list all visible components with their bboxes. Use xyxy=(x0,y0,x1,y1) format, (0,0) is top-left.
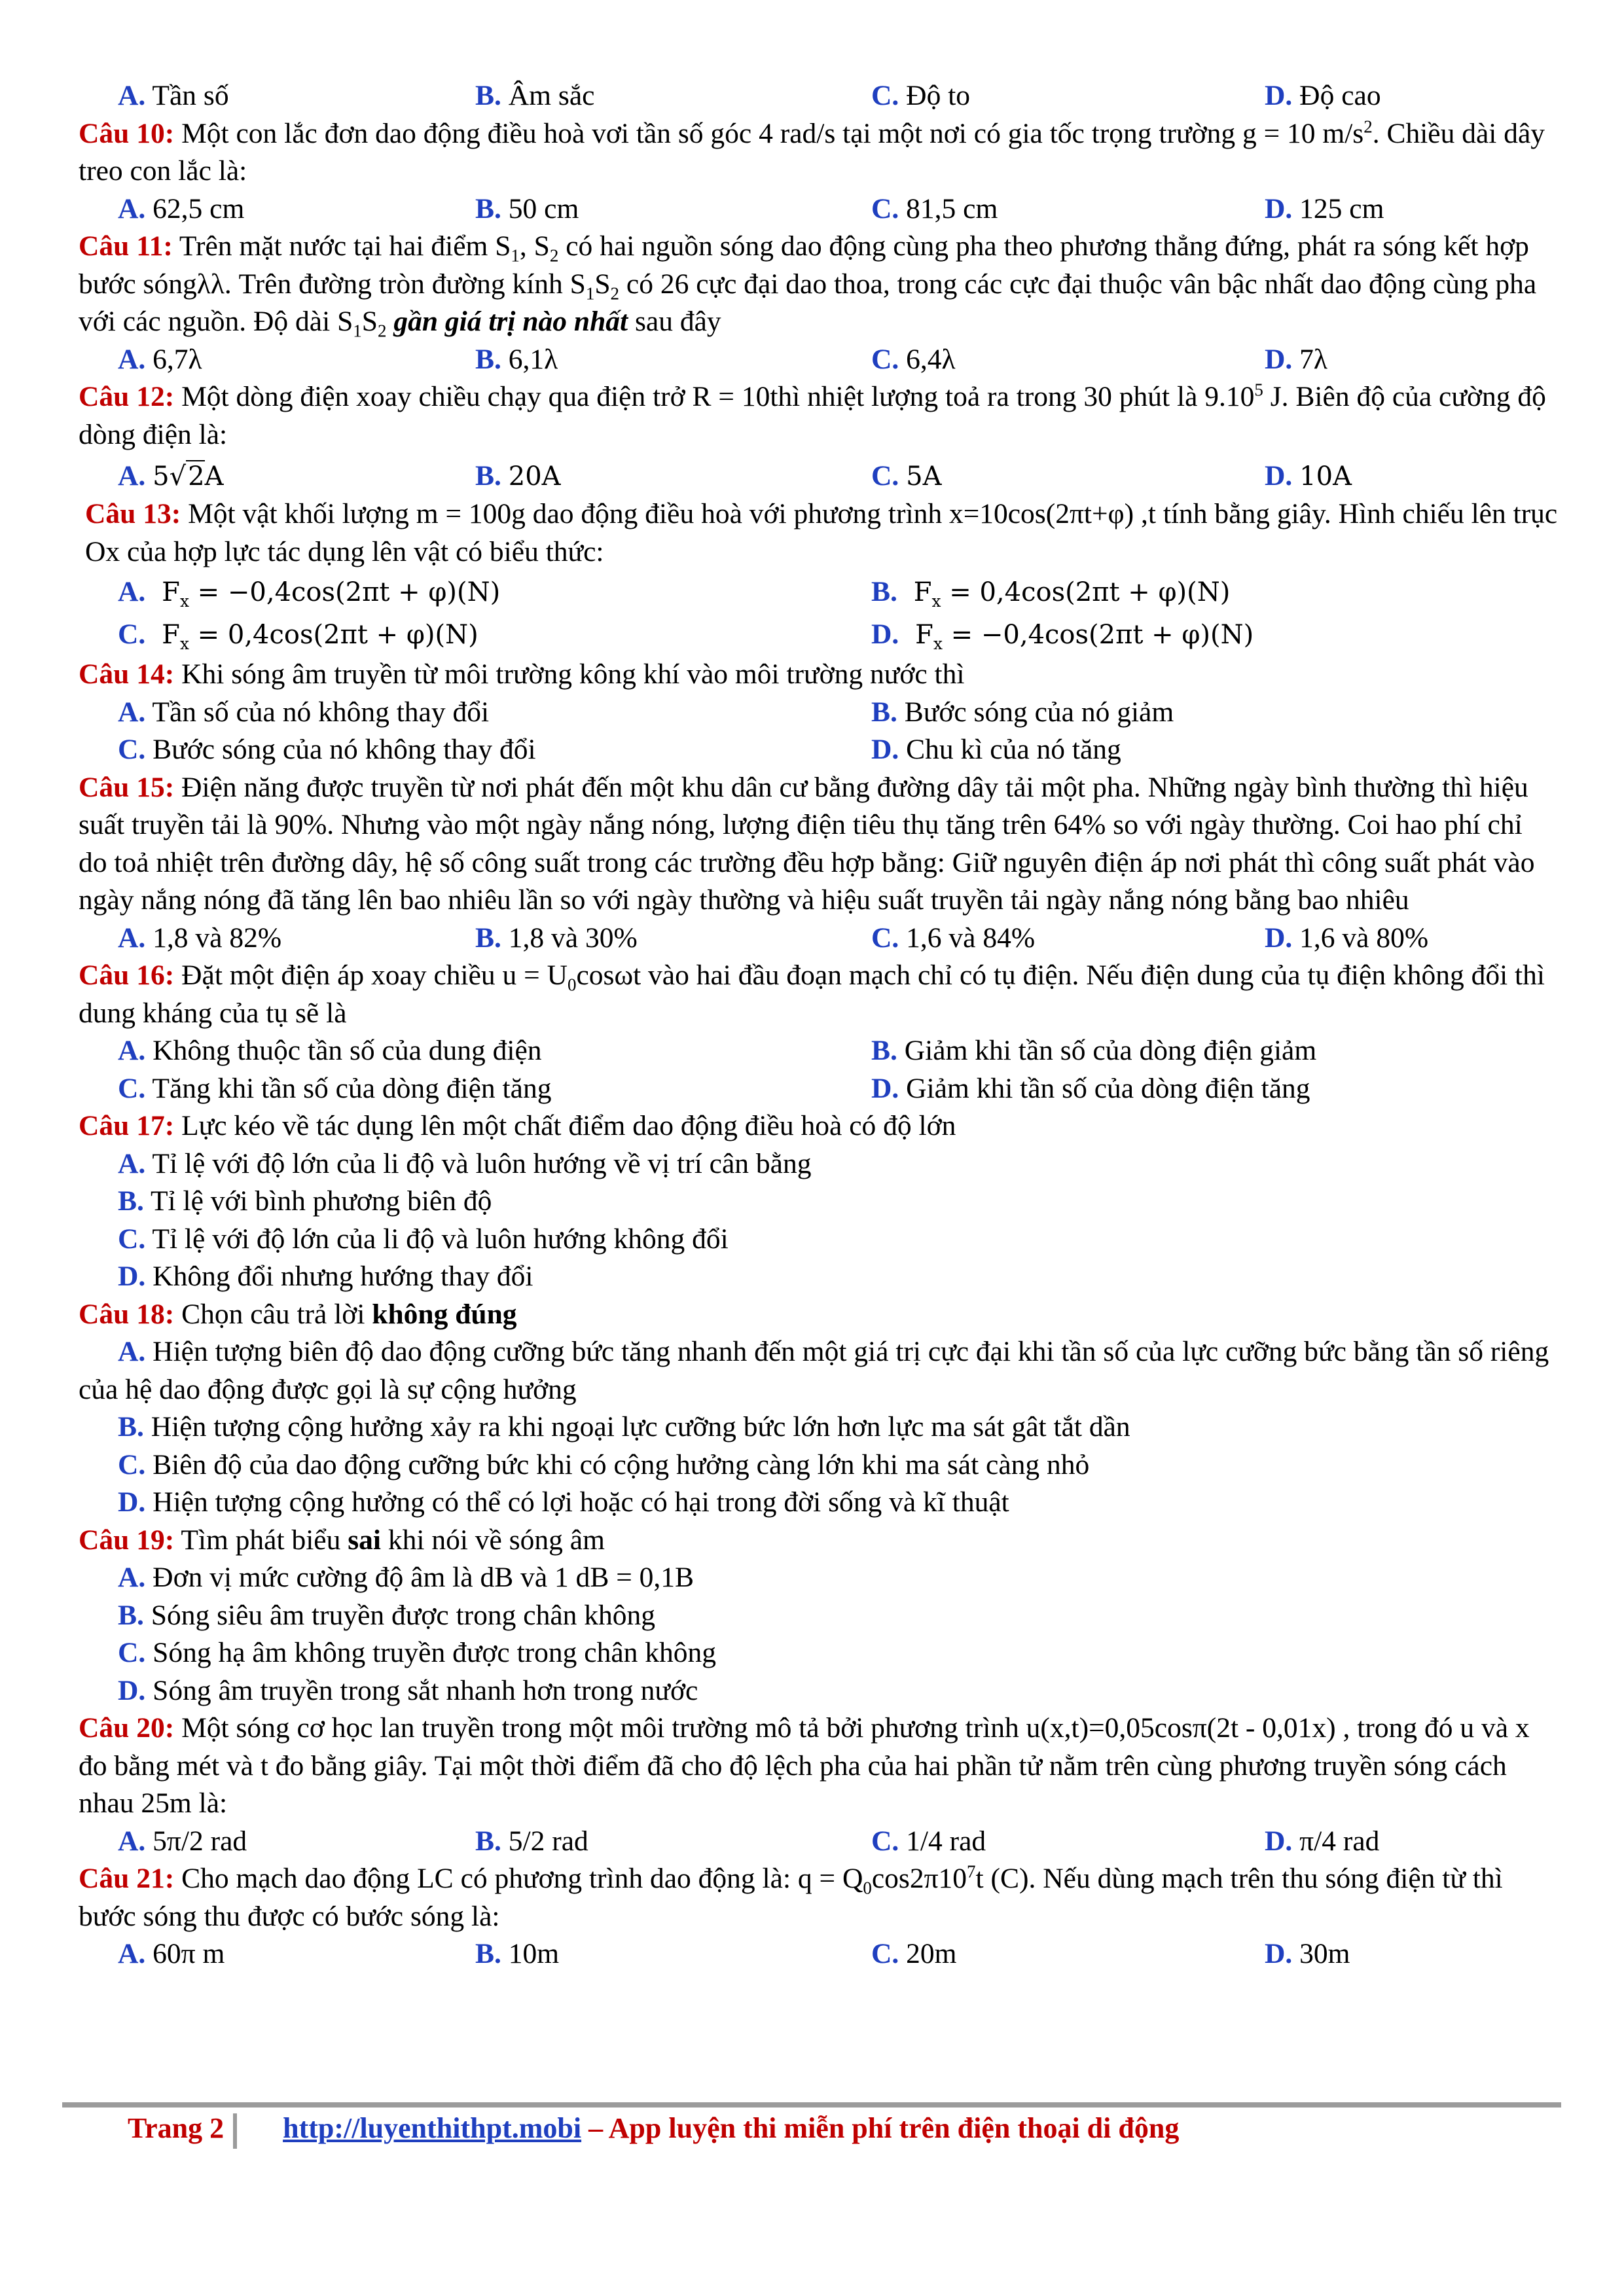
option-a: A. Tần số của nó không thay đổi xyxy=(118,696,490,728)
q16-options-cd xyxy=(79,1070,1558,1108)
option-a: A. 62,5 cm xyxy=(118,192,245,224)
option-c: C. 20m xyxy=(871,1938,957,1969)
option-a: A. 5π/2 rad xyxy=(118,1825,247,1857)
option-d: D. 30m xyxy=(1265,1938,1350,1969)
option-d: D. Độ cao xyxy=(1265,80,1381,111)
option-c: C. $F_x = 0,4\cos(2\pi t + \varphi)(N)$ xyxy=(118,619,478,653)
option-b: B. $F_x = 0,4\cos(2\pi t + \varphi)(N)$ xyxy=(871,576,1231,611)
footer-link[interactable]: http://luyenthithpt.mobi xyxy=(283,2112,582,2144)
option-a: A. Không thuộc tần số của dung điện xyxy=(118,1035,542,1066)
question-17: Câu 17: Lực kéo về tác dụng lên một chất điểm dao động điều hoà có độ lớn xyxy=(79,1110,956,1141)
option-a: A. Hiện tượng biên độ dao động cưỡng bức tăng nhanh đến một giá trị cực đại khi tần số của lực cưỡng bức bằng tần số riêng của hệ dao động được gọi là sự cộng hưởng xyxy=(79,1336,1549,1405)
option-c: C. 6,4λ xyxy=(871,343,956,375)
option-b: B. 10m xyxy=(475,1938,560,1969)
q21-options xyxy=(79,1935,1558,1973)
option-b: B. 5/2 rad xyxy=(475,1825,588,1857)
option-d: D. Chu kì của nó tăng xyxy=(871,734,1121,765)
q14-options-ab xyxy=(79,694,1558,732)
footer-tagline: – App luyện thi miễn phí trên điện thoại di động xyxy=(581,2112,1180,2144)
q11-options xyxy=(79,341,1558,379)
option-b: B. 50 cm xyxy=(475,192,579,224)
option-a: A. Tỉ lệ với độ lớn của li độ và luôn hướng về vị trí cân bằng xyxy=(118,1147,812,1179)
option-a: A. Tần số xyxy=(118,80,229,111)
option-d: D. 1,6 và 80% xyxy=(1265,922,1429,954)
option-d: D. Hiện tượng cộng hưởng có thể có lợi hoặc có hại trong đời sống và kĩ thuật xyxy=(118,1486,1009,1518)
q9-options xyxy=(79,77,1558,115)
option-a: A. 60π m xyxy=(118,1938,225,1969)
option-c: C. Sóng hạ âm không truyền được trong chân không xyxy=(118,1637,717,1668)
option-c: C. Độ to xyxy=(871,80,971,111)
option-d: D. Giảm khi tần số của dòng điện tăng xyxy=(871,1072,1310,1104)
q13-options-cd xyxy=(79,613,1558,656)
question-13: Câu 13: Một vật khối lượng m = 100g dao động điều hoà với phương trình x=10cos(2πt+φ) ,t tính bằng giây. Hình chiếu lên trục Ox của hợp lực tác dụng lên vật có biểu thức: xyxy=(85,498,1558,567)
option-d: D. Sóng âm truyền trong sắt nhanh hơn trong nước xyxy=(118,1674,698,1706)
question-16: Câu 16: Đặt một điện áp xoay chiều $u = U_0\cos\omega t$ vào hai đầu đoạn mạch chỉ có tụ điện. Nếu điện dung của tụ điện không đổi thì dung kháng của tụ sẽ là xyxy=(79,960,1545,1029)
q13-options-ab xyxy=(79,571,1558,613)
option-c: C. Bước sóng của nó không thay đổi xyxy=(118,734,536,765)
exam-page xyxy=(79,77,1558,1973)
question-19: Câu 19: Tìm phát biểu sai khi nói về sóng âm xyxy=(79,1524,605,1556)
question-15: Câu 15: Điện năng được truyền từ nơi phát đến một khu dân cư bằng đường dây tải một pha. Những ngày bình thường thì hiệu suất truyền tải là 90%. Nhưng vào một ngày nắng nóng, lượng điện tiêu thụ tăng trên 64% so với ngày thường. Coi hao phí chỉ do toả nhiệt trên đường dây, hệ số công suất trong các trường đều hợp bằng: Giữ nguyên điện áp nơi phát thì công suất phát vào ngày nắng nóng đã tăng lên bao nhiêu lần so với ngày thường và hiệu suất truyền tải ngày nắng nóng bằng bao nhiêu xyxy=(79,771,1535,916)
q14-options-cd xyxy=(79,731,1558,769)
question-11: Câu 11: Trên mặt nước tại hai điểm $S_1$, $S_2$ có hai nguồn sóng dao động cùng pha theo phương thẳng đứng, phát ra sóng kết hợp bước sóngλλ. Trên đường tròn đường kính $S_1S_2$ có 26 cực đại dao thoa, trong các cực đại thuộc vân bậc nhất dao động cùng pha với các nguồn. Độ dài $S_1S_2$ gần giá trị nào nhất sau đây xyxy=(79,230,1537,341)
option-a: A. 5√2A xyxy=(118,460,224,492)
footer-separator xyxy=(233,2113,237,2149)
question-10: Câu 10: Một con lắc đơn dao động điều hoà vơi tần số góc 4 rad/s tại một nơi có gia tốc trọng trường g = 10 $m/s^2$. Chiều dài dây treo con lắc là: xyxy=(79,117,1545,187)
option-d: D. 7λ xyxy=(1265,343,1328,375)
option-b: B. Tỉ lệ với bình phương biên độ xyxy=(118,1185,492,1217)
question-14: Câu 14: Khi sóng âm truyền từ môi trường kông khí vào môi trường nước thì xyxy=(79,658,965,690)
option-a: A. $F_x = -0,4\cos(2\pi t + \varphi)(N)$ xyxy=(118,576,501,611)
q10-options xyxy=(79,190,1558,228)
page-footer xyxy=(128,2109,1502,2148)
option-c: C. 1,6 và 84% xyxy=(871,922,1036,954)
footer-divider xyxy=(62,2102,1561,2108)
question-21: Câu 21: Cho mạch dao động LC có phương trình dao động là: $q = Q_0\cos 2\pi 10^7t$ (C). Nếu dùng mạch trên thu sóng điện từ thì bước sóng thu được có bước sóng là: xyxy=(79,1861,1503,1932)
option-a: A. Đơn vị mức cường độ âm là dB và 1 dB = 0,1B xyxy=(118,1562,695,1593)
option-c: C. 5A xyxy=(871,460,942,492)
question-20: Câu 20: Một sóng cơ học lan truyền trong một môi trường mô tả bởi phương trình u(x,t)=0,05cosπ(2t - 0,01x) , trong đó u và x đo bằng mét và t đo bằng giây. Tại một thời điểm đã cho độ lệch pha của hai phần tử nằm trên cùng phương truyền sóng cách nhau 25m là: xyxy=(79,1712,1530,1819)
option-c: C. Biên độ của dao động cưỡng bức khi có cộng hưởng càng lớn khi ma sát càng nhỏ xyxy=(118,1448,1090,1480)
option-c: C. Tỉ lệ với độ lớn của li độ và luôn hướng không đổi xyxy=(118,1223,729,1255)
q16-options-ab xyxy=(79,1032,1558,1070)
page-number: Trang 2 xyxy=(128,2112,225,2144)
option-b: B. Giảm khi tần số của dòng điện giảm xyxy=(871,1035,1317,1066)
question-18: Câu 18: Chọn câu trả lời không đúng xyxy=(79,1298,517,1330)
option-a: A. 1,8 và 82% xyxy=(118,922,282,954)
option-d: D. $F_x = -0,4\cos(2\pi t + \varphi)(N)$ xyxy=(871,619,1254,653)
option-d: D. Không đổi nhưng hướng thay đổi xyxy=(118,1261,533,1292)
option-c: C. Tăng khi tần số của dòng điện tăng xyxy=(118,1072,552,1104)
option-b: B. 20A xyxy=(475,460,561,492)
option-b: B. Sóng siêu âm truyền được trong chân không xyxy=(118,1599,656,1631)
option-d: D. 10A xyxy=(1265,460,1352,492)
option-b: B. Bước sóng của nó giảm xyxy=(871,696,1174,728)
q12-options xyxy=(79,454,1558,495)
option-b: B. 6,1λ xyxy=(475,343,558,375)
option-c: C. 1/4 rad xyxy=(871,1825,986,1857)
q15-options xyxy=(79,920,1558,958)
question-12: Câu 12: Một dòng điện xoay chiều chạy qua điện trở R = 10thì nhiệt lượng toả ra trong 30 phút là 9.10$^5$ J. Biên độ của cường độ dòng điện là: xyxy=(79,380,1546,450)
option-b: B. Âm sắc xyxy=(475,80,595,111)
option-a: A. 6,7λ xyxy=(118,343,202,375)
option-d: D. 125 cm xyxy=(1265,192,1384,224)
option-b: B. 1,8 và 30% xyxy=(475,922,638,954)
option-b: B. Hiện tượng cộng hưởng xảy ra khi ngoại lực cưỡng bức lớn hơn lực ma sát gât tắt dần xyxy=(118,1411,1130,1443)
option-c: C. 81,5 cm xyxy=(871,192,998,224)
option-d: D. π/4 rad xyxy=(1265,1825,1380,1857)
q20-options xyxy=(79,1823,1558,1861)
